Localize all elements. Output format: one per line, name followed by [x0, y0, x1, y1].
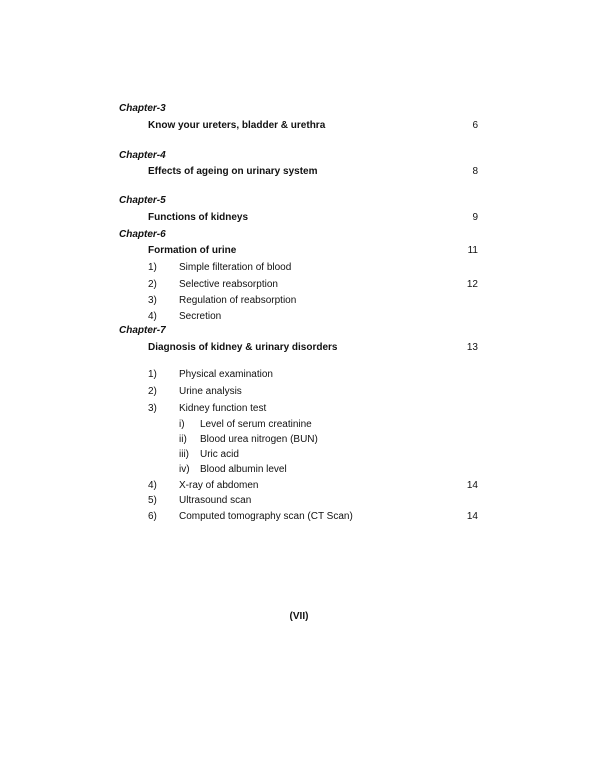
chapter-7-item-1-text: Physical examination	[179, 369, 273, 380]
chapter-3-page: 6	[472, 120, 478, 131]
chapter-7-item-5-text: Ultrasound scan	[179, 495, 252, 506]
chapter-4-title: Effects of ageing on urinary system	[148, 166, 318, 177]
chapter-7-item-4-page: 14	[466, 480, 478, 491]
chapter-7-item-6-text: Computed tomography scan (CT Scan)	[179, 511, 353, 522]
chapter-7-subitem-3-number: iii)	[179, 449, 189, 460]
chapter-7-item-6-number: 6)	[148, 511, 157, 522]
chapter-7-subitem-1-text: Level of serum creatinine	[200, 419, 312, 430]
chapter-7-subitem-4-text: Blood albumin level	[200, 464, 287, 475]
chapter-3-label: Chapter-3	[119, 103, 166, 114]
chapter-7-item-5-number: 5)	[148, 495, 157, 506]
chapter-6-item-4-text: Secretion	[179, 311, 222, 322]
chapter-6-item-1-number: 1)	[148, 262, 157, 273]
chapter-6-item-3-number: 3)	[148, 295, 157, 306]
chapter-7-item-4-text: X-ray of abdomen	[179, 480, 259, 491]
chapter-7-subitem-2-text: Blood urea nitrogen (BUN)	[200, 434, 318, 445]
page-number-roman: (VII)	[289, 611, 309, 622]
chapter-6-page: 11	[467, 245, 478, 256]
chapter-6-item-1-text: Simple filteration of blood	[179, 262, 292, 273]
chapter-7-item-2-text: Urine analysis	[179, 386, 242, 397]
chapter-7-item-1-number: 1)	[148, 369, 157, 380]
chapter-7-subitem-2-number: ii)	[179, 434, 187, 445]
chapter-6-title: Formation of urine	[148, 245, 237, 256]
chapter-6-item-2-number: 2)	[148, 279, 157, 290]
chapter-7-subitem-4-number: iv)	[179, 464, 190, 475]
chapter-6-item-2-page: 12	[466, 279, 478, 290]
chapter-7-item-6-page: 14	[466, 511, 478, 522]
chapter-5-title: Functions of kidneys	[148, 212, 249, 223]
chapter-7-item-3-number: 3)	[148, 403, 157, 414]
chapter-7-item-2-number: 2)	[148, 386, 157, 397]
chapter-6-item-4-number: 4)	[148, 311, 157, 322]
chapter-7-title: Diagnosis of kidney & urinary disorders	[148, 342, 338, 353]
chapter-7-item-4-number: 4)	[148, 480, 157, 491]
chapter-6-item-2-text: Selective reabsorption	[179, 279, 278, 290]
chapter-4-page: 8	[472, 166, 478, 177]
chapter-7-label: Chapter-7	[119, 325, 166, 336]
chapter-7-page: 13	[466, 342, 478, 353]
chapter-7-item-3-text: Kidney function test	[179, 403, 267, 414]
chapter-6-item-3-text: Regulation of reabsorption	[179, 295, 297, 306]
chapter-6-label: Chapter-6	[119, 229, 166, 240]
chapter-5-page: 9	[472, 212, 478, 223]
chapter-4-label: Chapter-4	[119, 150, 166, 161]
chapter-3-title: Know your ureters, bladder & urethra	[148, 120, 326, 131]
chapter-5-label: Chapter-5	[119, 195, 166, 206]
chapter-7-subitem-1-number: i)	[179, 419, 185, 430]
chapter-7-subitem-3-text: Uric acid	[200, 449, 239, 460]
